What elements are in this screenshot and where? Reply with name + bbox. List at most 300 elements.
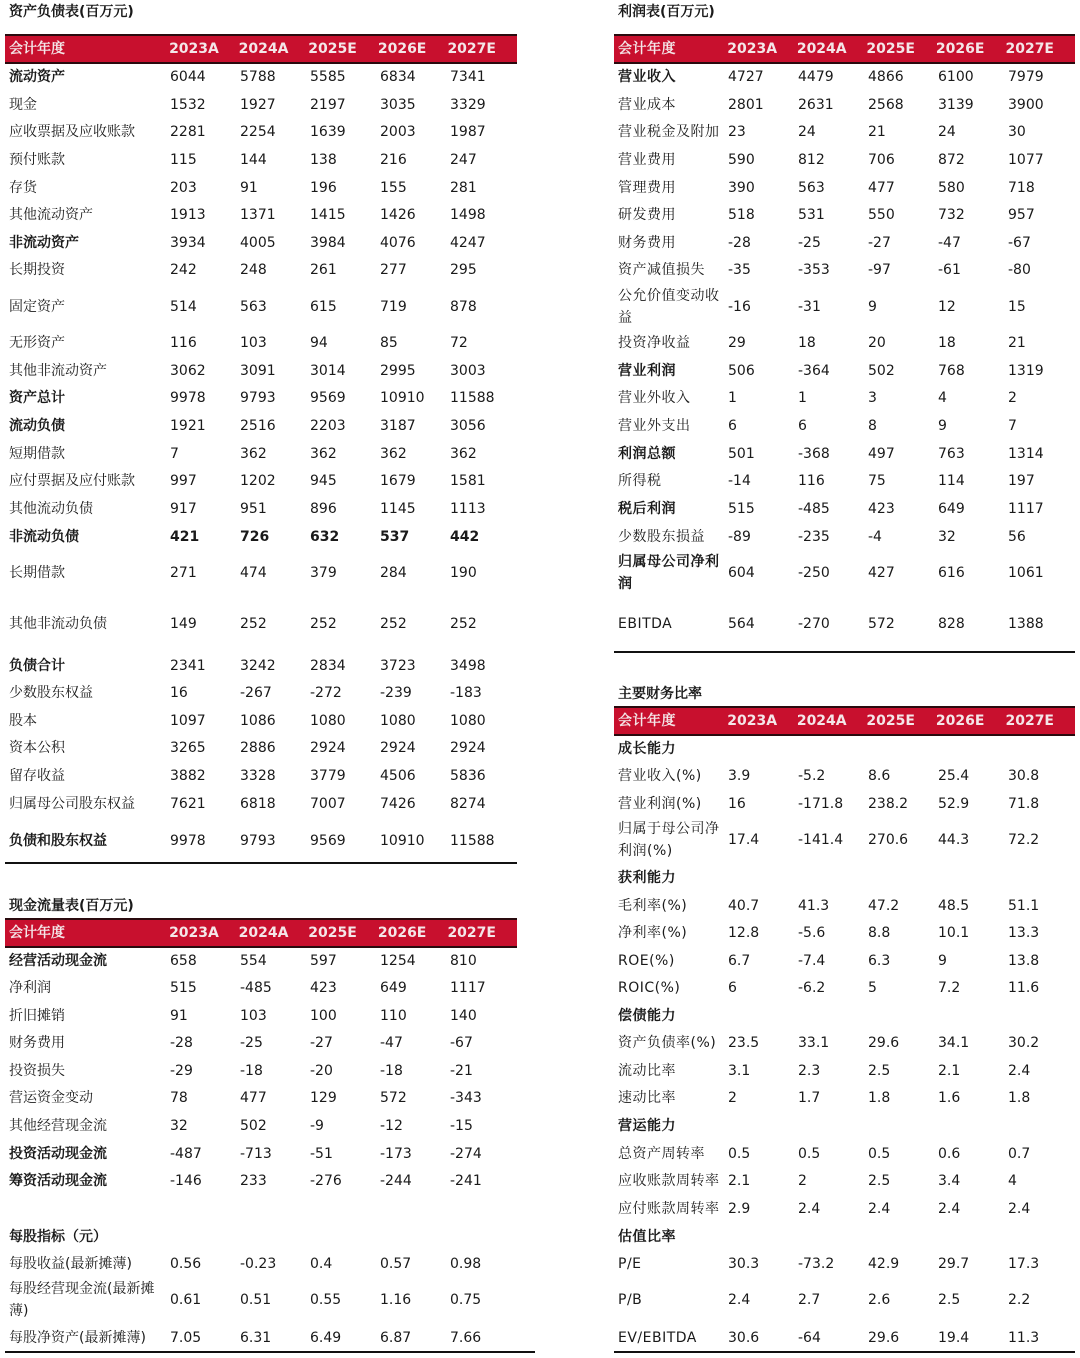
cell-value: 4727 [728, 69, 764, 85]
cell-value: 190 [450, 565, 477, 581]
cell-value: -368 [798, 446, 830, 462]
table-row [614, 1224, 1078, 1250]
cell-value: 2 [1008, 390, 1017, 406]
cell-value: -485 [240, 980, 272, 996]
ratios-panel [614, 0, 1075, 1358]
ratios-header [614, 706, 1075, 736]
cell-value: 48.5 [938, 898, 970, 914]
cell-value: 29 [728, 335, 746, 351]
cell-value: 103 [240, 335, 267, 351]
cell-value: 30 [1008, 124, 1026, 140]
cell-value: 9793 [240, 390, 276, 406]
cell-value: 572 [868, 616, 895, 632]
cell-value: 0.6 [938, 1146, 961, 1162]
cell-value: 18 [798, 335, 816, 351]
cell-value: 0.5 [868, 1146, 891, 1162]
cell-value: -353 [798, 262, 830, 278]
row-label: 净利润 [9, 980, 51, 996]
table-row [614, 865, 1078, 891]
cell-value: 196 [310, 180, 337, 196]
cell-value: 7.66 [450, 1330, 482, 1346]
row-label: EBITDA [618, 616, 673, 632]
cell-value: 11.6 [1008, 980, 1040, 996]
header-col-label: 会计年度 [618, 713, 676, 729]
balance-sheet-title: 资产负债表(百万元) [9, 4, 134, 20]
cell-value: 1.6 [938, 1090, 961, 1106]
cell-value: 3723 [380, 658, 416, 674]
cell-value: -64 [798, 1330, 821, 1346]
cell-value: 6.31 [240, 1330, 272, 1346]
row-label: 非流动负债 [9, 529, 79, 545]
cell-value: 1581 [450, 473, 486, 489]
row-label: 每股经营现金流(最新摊薄) [9, 1281, 155, 1319]
cell-value: 390 [728, 180, 755, 196]
cell-value: 501 [728, 446, 755, 462]
cell-value: 423 [310, 980, 337, 996]
row-label: 股本 [9, 713, 37, 729]
table-row [614, 1251, 1078, 1277]
header-col-2025e: 2025E [866, 713, 915, 729]
cell-value: 3329 [450, 97, 486, 113]
cell-value: 8.6 [868, 768, 891, 784]
cell-value: -183 [450, 685, 482, 701]
cell-value: 41.3 [798, 898, 830, 914]
cell-value: 502 [868, 363, 895, 379]
cell-value: 9978 [170, 833, 206, 849]
cell-value: 72.2 [1008, 832, 1040, 848]
cell-value: 3003 [450, 363, 486, 379]
cell-value: 10910 [380, 833, 425, 849]
header-col-2027e: 2027E [1005, 713, 1054, 729]
cell-value: 252 [450, 616, 477, 632]
cell-value: -47 [380, 1035, 403, 1051]
cell-value: 1319 [1008, 363, 1044, 379]
cell-value: 2834 [310, 658, 346, 674]
row-label: 归属于母公司净利润(%) [618, 821, 720, 859]
cell-value: -5.6 [798, 925, 826, 941]
cell-value: 3328 [240, 768, 276, 784]
cell-value: 248 [240, 262, 267, 278]
cell-value: 442 [450, 529, 480, 545]
cell-value: 3091 [240, 363, 276, 379]
row-label: 短期借款 [9, 446, 65, 462]
row-label: 长期借款 [9, 565, 65, 581]
row-label: 总资产周转率 [618, 1146, 705, 1162]
cell-value: -0.23 [240, 1256, 277, 1272]
cell-value: 2886 [240, 740, 276, 756]
row-label: 营业收入 [618, 69, 676, 85]
cell-value: 72 [450, 335, 468, 351]
row-label: 应收账款周转率 [618, 1173, 720, 1189]
cell-value: -7.4 [798, 953, 826, 969]
cell-value: 1921 [170, 418, 206, 434]
cell-value: 2.1 [938, 1063, 961, 1079]
table-row [614, 1030, 1078, 1056]
cell-value: 632 [310, 529, 340, 545]
cell-value: 11.3 [1008, 1330, 1040, 1346]
header-col-2026e: 2026E [377, 41, 427, 57]
row-label: 利润总额 [618, 446, 676, 462]
cell-value: 768 [938, 363, 965, 379]
cell-value: 2.5 [868, 1063, 891, 1079]
cell-value: 1061 [1008, 565, 1044, 581]
cell-value: -47 [938, 235, 961, 251]
cell-value: 4866 [868, 69, 904, 85]
cell-value: -18 [380, 1063, 403, 1079]
cell-value: 4 [1008, 1173, 1017, 1189]
cell-value: -89 [728, 529, 751, 545]
table-row [614, 736, 1078, 762]
row-label: 其他流动资产 [9, 207, 93, 223]
cell-value: 91 [170, 1008, 188, 1024]
cell-value: 572 [380, 1090, 407, 1106]
cell-value: 658 [170, 953, 197, 969]
cell-value: 554 [240, 953, 267, 969]
cell-value: -35 [728, 262, 751, 278]
cell-value: -25 [240, 1035, 263, 1051]
cell-value: 0.51 [240, 1292, 272, 1308]
row-label: 经营活动现金流 [9, 953, 107, 969]
cell-value: 6.87 [380, 1330, 412, 1346]
cell-value: 1415 [310, 207, 346, 223]
cell-value: 114 [938, 473, 965, 489]
row-label: 获利能力 [618, 870, 676, 886]
cell-value: -267 [240, 685, 272, 701]
cell-value: 706 [868, 152, 895, 168]
table-row [614, 1058, 1078, 1084]
cell-value: 7 [1008, 418, 1017, 434]
cell-value: 1.7 [798, 1090, 821, 1106]
cell-value: 1254 [380, 953, 416, 969]
row-label: 营业费用 [618, 152, 676, 168]
row-label: 资本公积 [9, 740, 65, 756]
row-label: 财务费用 [618, 235, 676, 251]
cell-value: 1.8 [1008, 1090, 1031, 1106]
row-label: 成长能力 [618, 741, 676, 757]
cell-value: 85 [380, 335, 398, 351]
cell-value: 24 [938, 124, 956, 140]
cell-value: 3.1 [728, 1063, 751, 1079]
cell-value: 597 [310, 953, 337, 969]
cell-value: 531 [798, 207, 825, 223]
cell-value: 537 [380, 529, 410, 545]
cell-value: 3498 [450, 658, 486, 674]
row-label: 投资净收益 [618, 335, 691, 351]
cell-value: 30.2 [1008, 1035, 1040, 1051]
cell-value: 138 [310, 152, 337, 168]
cell-value: 103 [240, 1008, 267, 1024]
cell-value: 2197 [310, 97, 346, 113]
cell-value: -6.2 [798, 980, 826, 996]
cell-value: 3265 [170, 740, 206, 756]
cell-value: -250 [798, 565, 830, 581]
header-col-label: 会计年度 [618, 41, 676, 57]
cell-value: 1097 [170, 713, 206, 729]
row-label: 每股净资产(最新摊薄) [9, 1330, 146, 1346]
table-row [614, 818, 1078, 862]
ratios-bottom-rule [614, 1351, 1075, 1353]
row-label: 资产总计 [9, 390, 65, 406]
cell-value: 3.9 [728, 768, 751, 784]
cell-value: 24 [798, 124, 816, 140]
cell-value: 362 [380, 446, 407, 462]
cell-value: 19.4 [938, 1330, 970, 1346]
cell-value: 52.9 [938, 796, 970, 812]
cell-value: -16 [728, 299, 751, 315]
cell-value: 4479 [798, 69, 834, 85]
cell-value: 9569 [310, 390, 346, 406]
cell-value: 502 [240, 1118, 267, 1134]
cell-value: 0.7 [1008, 1146, 1031, 1162]
cell-value: 30.8 [1008, 768, 1040, 784]
table-row [5, 975, 520, 1001]
cell-value: 0.75 [450, 1292, 482, 1308]
cell-value: 2995 [380, 363, 416, 379]
cell-value: -487 [170, 1146, 202, 1162]
table-row [5, 948, 520, 974]
cell-value: 718 [1008, 180, 1035, 196]
cell-value: -171.8 [798, 796, 844, 812]
cell-value: 56 [1008, 529, 1026, 545]
cell-value: 197 [1008, 473, 1035, 489]
row-label: 其他非流动负债 [9, 616, 107, 632]
cell-value: 1314 [1008, 446, 1044, 462]
cell-value: 872 [938, 152, 965, 168]
table-row [614, 1287, 1078, 1313]
cell-value: -274 [450, 1146, 482, 1162]
cell-value: 2.5 [868, 1173, 891, 1189]
cell-value: 812 [798, 152, 825, 168]
cell-value: 7007 [310, 796, 346, 812]
cell-value: 3035 [380, 97, 416, 113]
row-label: 少数股东损益 [618, 529, 705, 545]
cell-value: 3882 [170, 768, 206, 784]
cell-value: 216 [380, 152, 407, 168]
table-row [5, 1113, 520, 1139]
cell-value: 4 [938, 390, 947, 406]
cell-value: 563 [240, 299, 267, 315]
cell-value: -14 [728, 473, 751, 489]
table-row [614, 1113, 1078, 1139]
cell-value: 362 [450, 446, 477, 462]
cell-value: -146 [170, 1173, 202, 1189]
cell-value: 2003 [380, 124, 416, 140]
cell-value: 6.49 [310, 1330, 342, 1346]
cell-value: 362 [310, 446, 337, 462]
cell-value: 7621 [170, 796, 206, 812]
cell-value: 94 [310, 335, 328, 351]
cell-value: 1426 [380, 207, 416, 223]
cell-value: 518 [728, 207, 755, 223]
cell-value: 945 [310, 473, 337, 489]
cell-value: 149 [170, 616, 197, 632]
cell-value: 1145 [380, 501, 416, 517]
cell-value: 2.7 [798, 1292, 821, 1308]
cell-value: 17.3 [1008, 1256, 1040, 1272]
row-label: 流动比率 [618, 1063, 676, 1079]
row-label: 折旧摊销 [9, 1008, 65, 1024]
row-label: 存货 [9, 180, 37, 196]
cell-value: 0.98 [450, 1256, 482, 1272]
cell-value: 497 [868, 446, 895, 462]
header-col-2025e: 2025E [308, 41, 357, 57]
cell-value: 47.2 [868, 898, 900, 914]
header-col-2026e: 2026E [377, 925, 427, 941]
cell-value: 3934 [170, 235, 206, 251]
table-row [5, 1251, 520, 1277]
table-row [614, 1003, 1078, 1029]
row-label: 预付账款 [9, 152, 65, 168]
row-label: 营业外收入 [618, 390, 691, 406]
cell-value: 2.4 [798, 1201, 821, 1217]
cell-value: 116 [170, 335, 197, 351]
cell-value: 1.8 [868, 1090, 891, 1106]
cell-value: 270.6 [868, 832, 909, 848]
row-label: 应付票据及应付账款 [9, 473, 135, 489]
row-label: 营运能力 [618, 1118, 676, 1134]
cell-value: 563 [798, 180, 825, 196]
cell-value: 155 [380, 180, 407, 196]
row-label: 投资损失 [9, 1063, 65, 1079]
cell-value: 8.8 [868, 925, 891, 941]
cell-value: 1077 [1008, 152, 1044, 168]
cell-value: 719 [380, 299, 407, 315]
cell-value: 7426 [380, 796, 416, 812]
cell-value: -239 [380, 685, 412, 701]
cell-value: 32 [170, 1118, 188, 1134]
cell-value: 649 [938, 501, 965, 517]
cell-value: 11588 [450, 390, 495, 406]
row-label: 留存收益 [9, 768, 65, 784]
header-col-2027e: 2027E [447, 41, 496, 57]
cell-value: 9793 [240, 833, 276, 849]
ratios-title: 主要财务比率 [618, 686, 702, 702]
header-col-2026e: 2026E [935, 41, 985, 57]
cash-flow-header [5, 918, 517, 948]
cell-value: 42.9 [868, 1256, 900, 1272]
cell-value: 2801 [728, 97, 764, 113]
table-row [614, 975, 1078, 1001]
cell-value: 18 [938, 335, 956, 351]
row-label: P/B [618, 1292, 643, 1308]
cell-value: -241 [450, 1173, 482, 1189]
cell-value: 421 [170, 529, 200, 545]
cell-value: 649 [380, 980, 407, 996]
cell-value: 23.5 [728, 1035, 760, 1051]
cell-value: 9 [868, 299, 877, 315]
cell-value: 506 [728, 363, 755, 379]
cell-value: 144 [240, 152, 267, 168]
cell-value: 4076 [380, 235, 416, 251]
row-label: 其他经营现金流 [9, 1118, 107, 1134]
cell-value: 78 [170, 1090, 188, 1106]
cell-value: 726 [240, 529, 270, 545]
cell-value: -9 [310, 1118, 324, 1134]
cell-value: 1086 [240, 713, 276, 729]
row-label: 估值比率 [618, 1229, 676, 1245]
cell-value: 140 [450, 1008, 477, 1024]
row-label: 其他非流动资产 [9, 363, 107, 379]
row-label: 负债合计 [9, 658, 65, 674]
cell-value: 896 [310, 501, 337, 517]
row-label: 投资活动现金流 [9, 1146, 107, 1162]
cell-value: -485 [798, 501, 830, 517]
cell-value: -12 [380, 1118, 403, 1134]
cell-value: 427 [868, 565, 895, 581]
cell-value: 13.3 [1008, 925, 1040, 941]
cell-value: 30.6 [728, 1330, 760, 1346]
cell-value: 3056 [450, 418, 486, 434]
cell-value: 284 [380, 565, 407, 581]
cell-value: -97 [868, 262, 891, 278]
cell-value: 1927 [240, 97, 276, 113]
cell-value: 0.4 [310, 1256, 333, 1272]
row-label: 研发费用 [618, 207, 676, 223]
row-label: 少数股东权益 [9, 685, 93, 701]
cell-value: 5788 [240, 69, 276, 85]
cell-value: -67 [450, 1035, 473, 1051]
cell-value: 2.4 [1008, 1201, 1031, 1217]
cell-value: 9569 [310, 833, 346, 849]
header-col-2023a: 2023A [169, 41, 219, 57]
cash-flow-title: 现金流量表(百万元) [9, 898, 134, 914]
cell-value: -25 [798, 235, 821, 251]
cell-value: 16 [170, 685, 188, 701]
cell-value: 115 [170, 152, 197, 168]
row-label: 毛利率(%) [618, 898, 688, 914]
cell-value: 16 [728, 796, 746, 812]
cell-value: 71.8 [1008, 796, 1040, 812]
row-label: 应付账款周转率 [618, 1201, 720, 1217]
cell-value: 6100 [938, 69, 974, 85]
row-label: 固定资产 [9, 299, 65, 315]
cell-value: 580 [938, 180, 965, 196]
cell-value: 247 [450, 152, 477, 168]
header-col-2026e: 2026E [935, 713, 985, 729]
cell-value: -28 [170, 1035, 193, 1051]
header-col-label: 会计年度 [9, 41, 65, 57]
cell-value: 129 [310, 1090, 337, 1106]
cell-value: -27 [310, 1035, 333, 1051]
cell-value: 12.8 [728, 925, 760, 941]
table-row [614, 1168, 1078, 1194]
cell-value: 3984 [310, 235, 346, 251]
row-label: 应收票据及应收账款 [9, 124, 135, 140]
row-label: ROE(%) [618, 953, 675, 969]
table-row [614, 1196, 1078, 1222]
cell-value: 203 [170, 180, 197, 196]
cell-value: 7979 [1008, 69, 1044, 85]
row-label: 其他流动负债 [9, 501, 93, 517]
cell-value: -235 [798, 529, 830, 545]
cell-value: -20 [310, 1063, 333, 1079]
cell-value: 2.4 [728, 1292, 751, 1308]
income-statement-title: 利润表(百万元) [618, 4, 715, 20]
cell-value: 91 [240, 180, 258, 196]
cell-value: 1.16 [380, 1292, 412, 1308]
cell-value: 2.5 [938, 1292, 961, 1308]
cell-value: 2341 [170, 658, 206, 674]
cell-value: 23 [728, 124, 746, 140]
cell-value: 604 [728, 565, 755, 581]
cell-value: 2.2 [1008, 1292, 1031, 1308]
per-share-bottom-rule [5, 1351, 535, 1353]
cell-value: 29.6 [868, 1035, 900, 1051]
table-row [614, 1085, 1078, 1111]
cell-value: 25.4 [938, 768, 970, 784]
cell-value: 0.55 [310, 1292, 342, 1308]
cell-value: 2281 [170, 124, 206, 140]
